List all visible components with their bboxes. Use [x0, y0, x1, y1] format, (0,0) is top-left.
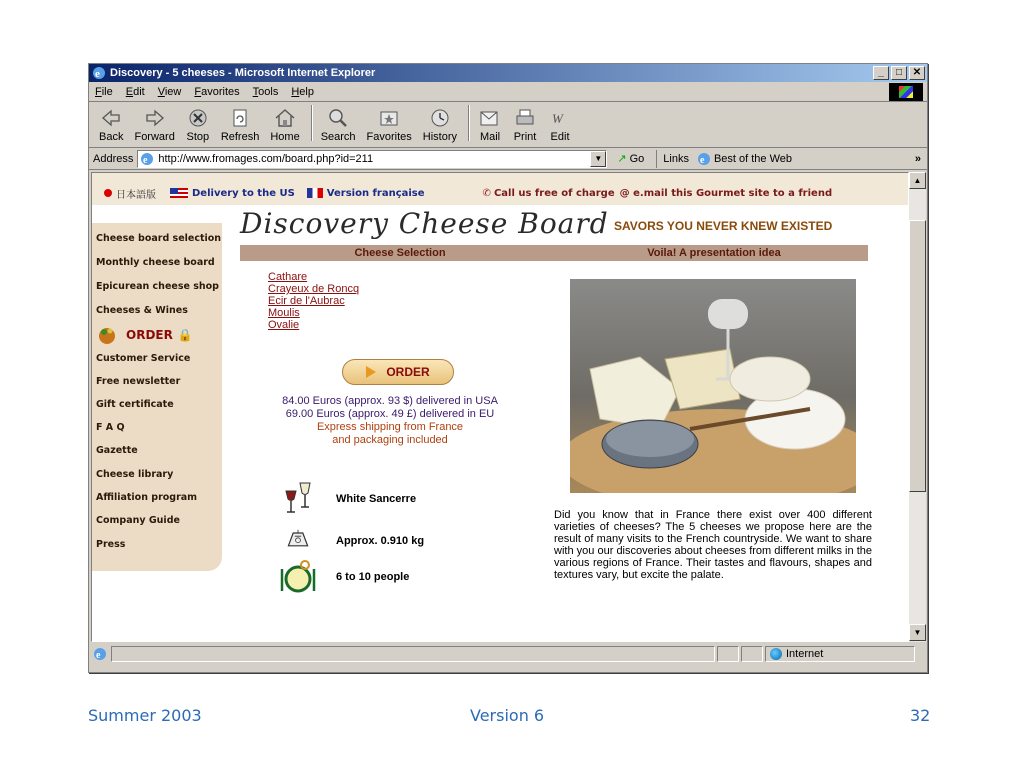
footer-date: Summer 2003: [88, 706, 202, 725]
minimize-button[interactable]: _: [873, 66, 889, 80]
word-edit-icon: [548, 107, 572, 129]
more-links-chevron[interactable]: »: [914, 152, 921, 165]
menu-view[interactable]: View: [157, 85, 182, 98]
nav-gift-certificate[interactable]: Gift certificate: [96, 399, 174, 410]
weight-scale-icon: [278, 521, 318, 561]
nav-cheese-library[interactable]: Cheese library: [96, 469, 174, 480]
history-icon: [428, 107, 452, 129]
cheese-pot-icon: [96, 325, 118, 345]
order-button[interactable]: ORDER: [342, 359, 454, 385]
cheese-link[interactable]: Cathare: [268, 271, 308, 283]
weight-info: Approx. 0.910 kg: [278, 521, 424, 561]
refresh-icon: [228, 107, 252, 129]
france-flag-icon: [307, 188, 323, 198]
plate-setting-icon: [278, 557, 318, 597]
go-button[interactable]: ↗ Go: [617, 152, 645, 165]
svg-text:e: e: [143, 154, 148, 166]
price-block: [240, 395, 540, 447]
favorites-button[interactable]: Favorites: [367, 107, 412, 143]
cheese-selection-header: Cheese Selection: [354, 247, 446, 259]
status-pane: [717, 646, 739, 662]
japanese-link[interactable]: 日本語版: [116, 189, 156, 201]
price-eu: 69.00 Euros (approx. 49 £) delivered in EU: [285, 408, 495, 420]
nav-press[interactable]: Press: [96, 539, 126, 550]
scroll-thumb[interactable]: [909, 220, 926, 492]
search-icon: [326, 107, 350, 129]
status-bar: [89, 644, 927, 664]
footer-version: Version 6: [470, 706, 545, 725]
print-button[interactable]: Print: [513, 107, 537, 143]
status-text-pane: [111, 646, 715, 662]
cheese-link[interactable]: Moulis: [268, 307, 300, 319]
status-pane: [741, 646, 763, 662]
scroll-down-icon[interactable]: ▼: [909, 624, 926, 641]
phone-icon: ✆: [482, 187, 491, 199]
security-zone: Internet: [765, 646, 915, 662]
forward-button[interactable]: Forward: [134, 107, 174, 143]
web-page: [91, 172, 909, 642]
globe-icon: [770, 648, 782, 660]
packaging-note: and packaging included: [332, 434, 448, 446]
address-url: http://www.fromages.com/board.php?id=211: [158, 152, 374, 165]
nav-order[interactable]: ORDER 🔒: [96, 325, 193, 345]
best-of-web-link[interactable]: e Best of the Web: [697, 152, 792, 166]
tagline: SAVORS YOU NEVER KNEW EXISTED: [614, 219, 833, 233]
cheese-list: [268, 271, 359, 331]
nav-cheeses-wines[interactable]: Cheeses & Wines: [96, 305, 188, 316]
lock-icon: 🔒: [177, 328, 193, 342]
refresh-button[interactable]: Refresh: [221, 107, 260, 143]
links-button[interactable]: Links: [656, 150, 689, 168]
shipping-note: Express shipping from France: [316, 421, 464, 433]
nav-affiliation-program[interactable]: Affiliation program: [96, 492, 198, 503]
svg-text:e: e: [699, 154, 705, 166]
section-header-bar: [240, 245, 868, 261]
menu-edit[interactable]: Edit: [125, 85, 145, 98]
title-bar: [89, 64, 927, 82]
menu-file[interactable]: File: [95, 85, 113, 98]
go-arrow-icon: ↗: [617, 153, 627, 165]
cheese-board-photo: [570, 279, 856, 493]
menu-favorites[interactable]: Favorites: [194, 85, 240, 98]
maximize-button[interactable]: □: [891, 66, 907, 80]
edit-button[interactable]: W Edit: [548, 107, 572, 143]
wine-info: White Sancerre: [278, 479, 416, 519]
nav-faq[interactable]: F A Q: [96, 422, 125, 433]
page-icon: [140, 152, 154, 166]
window-title: Discovery - 5 cheeses - Microsoft Internet Explorer: [110, 67, 376, 79]
site-logo: Discovery Cheese Board: [240, 207, 609, 240]
nav-gazette[interactable]: Gazette: [96, 445, 138, 456]
svg-text:e: e: [96, 650, 101, 661]
scroll-up-icon[interactable]: ▲: [909, 172, 926, 189]
us-flag-icon: [170, 188, 188, 198]
nav-cheese-board-selection[interactable]: Cheese board selection: [96, 233, 222, 244]
price-usa: 84.00 Euros (approx. 93 $) delivered in USA: [282, 395, 498, 407]
address-input[interactable]: [137, 150, 607, 168]
home-icon: [273, 107, 297, 129]
toolbar-separator: [468, 105, 470, 141]
back-button[interactable]: Back: [99, 107, 123, 143]
back-arrow-icon: [99, 107, 123, 129]
history-button[interactable]: History: [423, 107, 457, 143]
sidebar-nav: [92, 223, 222, 571]
nav-epicurean-shop[interactable]: Epicurean cheese shop: [96, 281, 219, 292]
presentation-idea-header: Voila! A presentation idea: [647, 247, 781, 259]
stop-icon: [186, 107, 210, 129]
printer-icon: [513, 107, 537, 129]
servings-info: 6 to 10 people: [278, 557, 409, 597]
play-arrow-icon: [366, 366, 376, 378]
top-links-strip: [92, 183, 909, 203]
cheese-link[interactable]: Ecir de l'Aubrac: [268, 295, 345, 307]
address-bar: [89, 148, 927, 170]
stop-button[interactable]: Stop: [186, 107, 210, 143]
cheese-link[interactable]: Ovalie: [268, 319, 300, 331]
menu-bar: [89, 82, 927, 102]
toolbar-separator: [311, 105, 313, 141]
cheese-link[interactable]: Crayeux de Roncq: [268, 283, 360, 295]
footer-page-number: 32: [910, 706, 931, 725]
address-label: Address: [93, 152, 134, 165]
menu-help[interactable]: Help: [291, 85, 314, 98]
nav-customer-service[interactable]: Customer Service: [96, 353, 191, 364]
wine-glasses-icon: [278, 479, 318, 519]
nav-company-guide[interactable]: Company Guide: [96, 515, 180, 526]
page-icon: [697, 152, 711, 166]
svg-text:e: e: [95, 68, 100, 80]
browser-window: [88, 63, 928, 673]
nav-monthly-cheese-board[interactable]: Monthly cheese board: [96, 257, 215, 268]
delivery-us-link[interactable]: Delivery to the US: [192, 187, 295, 199]
search-button[interactable]: Search: [321, 107, 356, 143]
japan-flag-icon: [104, 189, 112, 197]
call-free-link[interactable]: Call us free of charge: [493, 187, 615, 199]
close-button[interactable]: ✕: [909, 66, 925, 80]
top-band: [92, 173, 909, 205]
french-version-link[interactable]: Version française: [326, 187, 425, 199]
menu-tools[interactable]: Tools: [252, 85, 279, 98]
toolbar: [89, 102, 927, 148]
favorites-icon: [377, 107, 401, 129]
address-dropdown-icon[interactable]: ▼: [590, 151, 606, 167]
email-friend-link[interactable]: @ e.mail this Gourmet site to a friend: [619, 187, 833, 199]
description-text: Did you know that in France there exist over 400 different varieties of cheeses? The 5 cheeses we propose here are the result of many visits to the French countryside. We want to share with you our discoveries about cheeses from different milks in the various regions of France. Their tastes and flavours, shapes and textures vary, but excite the palate.: [554, 509, 872, 581]
forward-arrow-icon: [143, 107, 167, 129]
home-button[interactable]: Home: [270, 107, 299, 143]
nav-free-newsletter[interactable]: Free newsletter: [96, 376, 181, 387]
vertical-scrollbar[interactable]: [909, 172, 926, 642]
windows-logo-icon: [889, 83, 923, 101]
page-status-icon: [93, 647, 107, 661]
mail-button[interactable]: Mail: [478, 107, 502, 143]
ie-icon: [92, 66, 106, 80]
mail-icon: [478, 107, 502, 129]
svg-text:W: W: [552, 111, 563, 126]
